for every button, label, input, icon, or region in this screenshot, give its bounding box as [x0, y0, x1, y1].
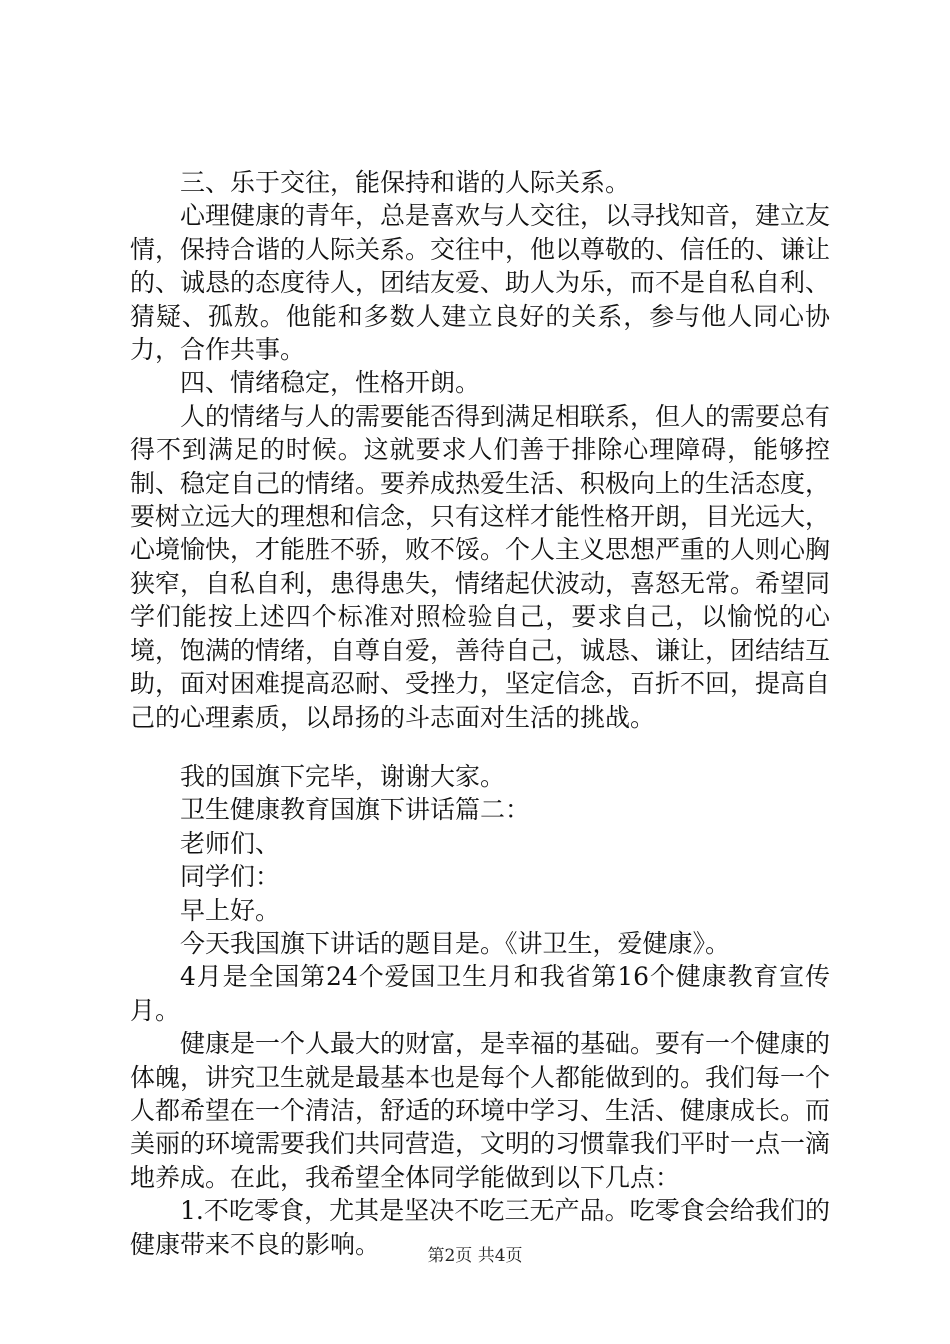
salutation: 老师们、 — [180, 828, 281, 858]
paragraph: 我的国旗下完毕，谢谢大家。 — [180, 761, 506, 791]
paragraph: 健康是一个人最大的财富，是幸福的基础。要有一个健康的体魄，讲究卫生就是最基本也是每个人都能做到的。我们每一个人都希望在一个清洁，舒适的环境中学习、生活、健康成长。而美丽的环境需要我们共同营造，文明的习惯靠我们平时一点一滴地养成。在此，我希望全体同学能做到以下几点： — [130, 1029, 831, 1192]
document-body — [130, 166, 830, 1261]
paragraph: 人的情绪与人的需要能否得到满足相联系，但人的需要总有得不到满足的时候。这就要求人们善于排除心理障碍，能够控制、稳定自己的情绪。要养成热爱生活、积极向上的生活态度，要树立远大的理想和信念，只有这样才能性格开朗，目光远大，心境愉快，才能胜不骄，败不馁。个人主义思想严重的人则心胸狭窄，自私自利，患得患失，情绪起伏波动，喜怒无常。希望同学们能按上述四个标准对照检验自己，要求自己，以愉悦的心境，饱满的情绪，自尊自爱，善待自己，诚恳、谦让，团结结互助，面对困难提高忍耐、受挫力，坚定信念，百折不回，提高自己的心理素质，以昂扬的斗志面对生活的挑战。 — [130, 401, 831, 732]
salutation: 同学们： — [180, 862, 281, 892]
paragraph: 心理健康的青年，总是喜欢与人交往，以寻找知音，建立友情，保持合谐的人际关系。交往中，他以尊敬的、信任的、谦让的、诚恳的态度待人，团结友爱、助人为乐，而不是自私自利、猜疑、孤敖。他能和多数人建立良好的关系，参与他人同心协力，合作共事。 — [130, 201, 831, 365]
section-heading: 四、情绪稳定，性格开朗。 — [180, 368, 481, 398]
paragraph: 今天我国旗下讲话的题目是。《讲卫生，爱健康》。 — [180, 928, 731, 958]
section-heading: 三、乐于交往，能保持和谐的人际关系。 — [180, 168, 631, 197]
list-item: 1.不吃零食，尤其是坚决不吃三无产品。吃零食会给我们的健康带来不良的影响。 — [130, 1196, 830, 1259]
greeting: 早上好。 — [180, 895, 281, 925]
paragraph: 4月是全国第24个爱国卫生月和我省第16个健康教育宣传月。 — [130, 962, 830, 1025]
page-footer: 第2页 共4页 — [427, 1246, 523, 1266]
speech-title: 卫生健康教育国旗下讲话篇二： — [180, 795, 531, 825]
